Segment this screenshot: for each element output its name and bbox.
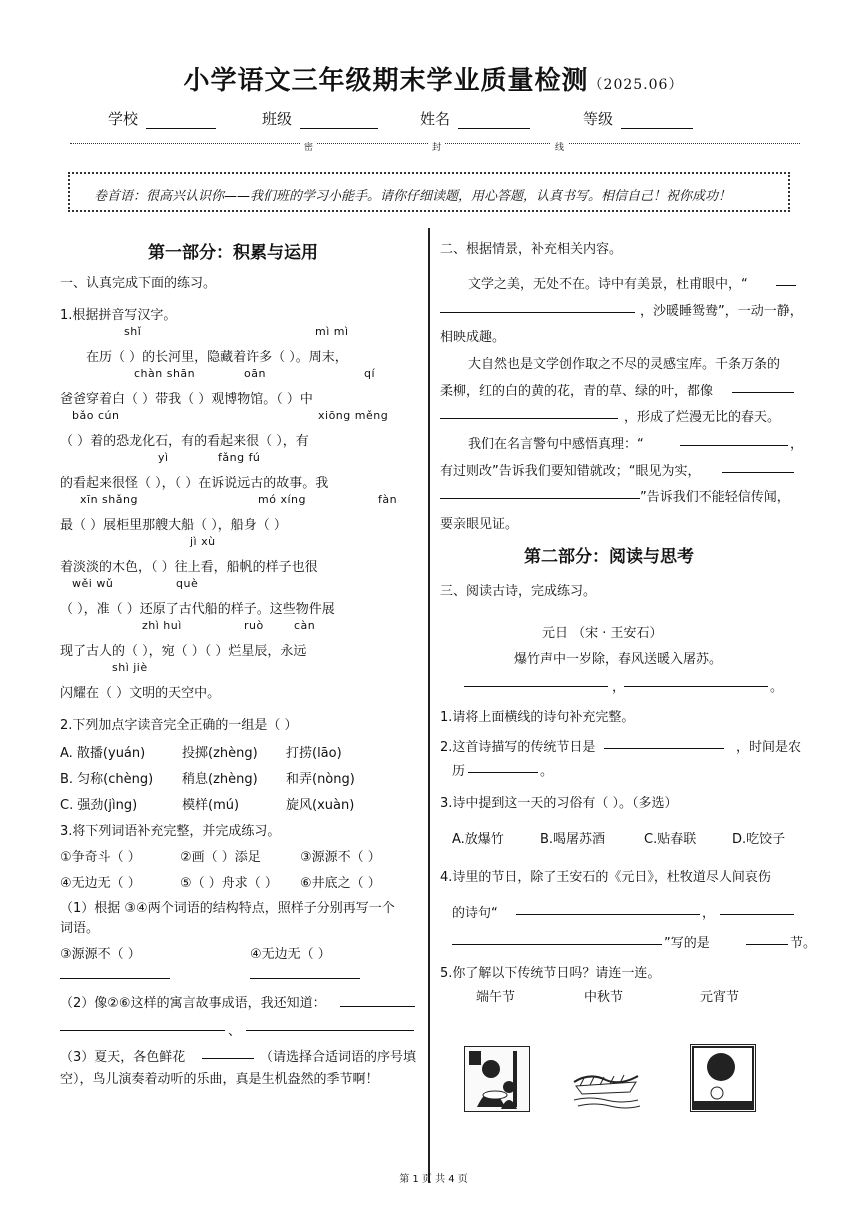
question-text: ， (702, 906, 716, 921)
option[interactable]: 旋风(xuàn) (286, 798, 355, 813)
pinyin: xīn shǎng (80, 493, 138, 506)
question-text: 5.你了解以下传统节日吗？请连一连。 (440, 966, 661, 981)
answer-line[interactable] (722, 460, 794, 473)
idiom-blank[interactable]: ④无边无（ ） (250, 947, 331, 962)
answer-line[interactable] (250, 966, 360, 979)
option[interactable]: A. 散播(yuán) (60, 746, 146, 761)
punctuation: ， (790, 437, 804, 452)
punctuation: ， (612, 680, 626, 695)
passage-line: 的看起来很怪（ ），（ ）在诉说远古的故事。我 (60, 476, 329, 491)
idiom-blank[interactable]: ⑥井底之（ ） (300, 876, 381, 891)
passage-line: （ ）着的恐龙化石，有的看起来很（ ），有 (60, 434, 309, 449)
question-text: 4.诗里的节日，除了王安石的《元日》，杜牧道尽人间哀伤 (440, 870, 771, 885)
passage-line: 在历（ ）的长河里，隐藏着许多（ ）。周末， (86, 350, 348, 365)
option[interactable]: 模样(mú) (182, 798, 240, 813)
seal-label: 密 (300, 140, 317, 153)
pinyin: shǐ (124, 325, 142, 338)
passage-line: 文学之美，无处不在。诗中有美景，杜甫眼中，“ (468, 277, 748, 292)
question-text: （1）根据 ③④两个词语的结构特点，照样子分别再写一个 (60, 901, 395, 916)
pinyin: chàn shān (134, 367, 196, 380)
notice-text: 卷首语：很高兴认识你——我们班的学习小能手。请你仔细读题，用心答题，认真书写。相信自己！祝你成功！ (94, 189, 732, 204)
question-text: 。 (540, 764, 554, 779)
pinyin: zhì huì (142, 619, 182, 632)
answer-line[interactable] (202, 1046, 254, 1059)
question-text: 3.将下列词语补充完整，并完成练习。 (60, 824, 281, 839)
family-dumplings-image[interactable] (464, 1046, 530, 1112)
passage-line: 最（ ）展柜里那艘大船（ ），船身（ ） (60, 518, 287, 533)
answer-line[interactable] (246, 1018, 414, 1031)
answer-line[interactable] (604, 736, 724, 749)
pinyin: fǎng fú (218, 451, 261, 464)
separator: 、 (228, 1024, 242, 1039)
question-text: 词语。 (60, 921, 100, 936)
grade-field[interactable]: 等级 (583, 108, 693, 129)
question-text: 1.请将上面横线的诗句补充完整。 (440, 710, 635, 725)
question-text: ”写的是 (664, 936, 710, 951)
seal-label: 线 (551, 140, 568, 153)
notice-box (68, 172, 790, 212)
page-title: 小学语文三年级期末学业质量检测（2025.06） (183, 66, 684, 96)
section-heading: 三、阅读古诗，完成练习。 (440, 584, 597, 599)
answer-line[interactable] (776, 273, 796, 286)
question-text: ，时间是农 (736, 740, 802, 755)
question-text: 节。 (790, 936, 817, 951)
question-text: 1.根据拼音写汉字。 (60, 308, 177, 323)
idiom-blank[interactable]: ④无边无（ ） (60, 876, 141, 891)
pinyin: qí (364, 367, 376, 380)
pinyin: wěi wǔ (72, 577, 114, 590)
pinyin: càn (294, 619, 316, 632)
option[interactable]: B. 匀称(chèng) (60, 772, 154, 787)
pinyin: fàn (378, 493, 398, 506)
pinyin: mó xíng (258, 493, 306, 506)
question-text: （请选择合适词语的序号填 (260, 1050, 417, 1065)
question-text: （3）夏天，各色鲜花 (60, 1050, 186, 1065)
passage-line: （ ），准（ ）还原了古代船的样子。这些物件展 (60, 602, 335, 617)
section-heading: 二、根据情景，补充相关内容。 (440, 242, 623, 257)
part2-heading: 第二部分：阅读与思考 (524, 547, 694, 567)
dragon-boat-image[interactable] (570, 1052, 642, 1110)
answer-line[interactable] (680, 433, 788, 446)
answer-line[interactable] (624, 674, 768, 687)
answer-line[interactable] (440, 486, 640, 499)
festival-label[interactable]: 端午节 (476, 990, 516, 1005)
passage-line: ”告诉我们不能轻信传闻， (640, 490, 790, 505)
option[interactable]: 投掷(zhèng) (182, 746, 258, 761)
passage-line: 着淡淡的木色，（ ）往上看，船帆的样子也很 (60, 560, 318, 575)
exam-date: （2025.06） (588, 77, 684, 93)
name-field[interactable]: 姓名 (420, 108, 530, 129)
page-footer: 第 1 页 共 4 页 (399, 1174, 468, 1185)
question-text: 3.诗中提到这一天的习俗有（ ）。（多选） (440, 796, 678, 811)
answer-line[interactable] (746, 932, 788, 945)
passage-line: 有过则改”告诉我们要知错就改；“眼见为实， (440, 464, 701, 479)
festival-label[interactable]: 中秋节 (584, 990, 624, 1005)
punctuation: 。 (770, 680, 784, 695)
question-text: 历 (452, 764, 466, 779)
class-field[interactable]: 班级 (262, 108, 378, 129)
question-text: 2.这首诗描写的传统节日是 (440, 740, 596, 755)
option[interactable]: D.吃饺子 (732, 832, 786, 847)
pinyin: xiōng měng (318, 409, 389, 422)
seal-label: 封 (428, 140, 445, 153)
answer-line[interactable] (516, 902, 700, 915)
pinyin: bǎo cún (72, 409, 120, 422)
passage-line: ，沙暖睡鸳鸯”，一动一静， (640, 304, 803, 319)
question-text: 空），鸟儿演奏着动听的乐曲，真是生机盎然的季节啊！ (60, 1072, 379, 1087)
answer-line[interactable] (468, 760, 538, 773)
poem-line: 爆竹声中一岁除，春风送暖入屠苏。 (514, 652, 723, 667)
passage-line: 现了古人的（ ），宛（ ）（ ）烂星辰，永远 (60, 644, 307, 659)
idiom-blank[interactable]: ①争奇斗（ ） (60, 850, 141, 865)
moon-viewing-image[interactable] (690, 1044, 756, 1112)
question-text: 的诗句“ (452, 906, 498, 921)
answer-line[interactable] (60, 1018, 225, 1031)
passage-line: 要亲眼见证。 (440, 517, 519, 532)
column-divider (428, 228, 430, 1183)
option[interactable]: C. 强劲(jìng) (60, 798, 138, 813)
pinyin: yì (158, 451, 169, 464)
passage-line: 大自然也是文学创作取之不尽的灵感宝库。千条万条的 (468, 357, 781, 372)
answer-line[interactable] (60, 966, 170, 979)
passage-line: ，形成了烂漫无比的春天。 (624, 410, 781, 425)
pinyin: mì mì (315, 325, 349, 338)
part1-heading: 第一部分：积累与运用 (148, 243, 318, 263)
passage-line: 柔柳，红的白的黄的花，青的草、绿的叶，都像 (440, 384, 714, 399)
option[interactable]: 打捞(lāo) (286, 746, 342, 761)
pinyin: què (176, 577, 199, 590)
option[interactable]: 稍息(zhèng) (182, 772, 258, 787)
answer-line[interactable] (732, 380, 794, 393)
passage-line: 相映成趣。 (440, 330, 506, 345)
answer-line[interactable] (340, 994, 415, 1007)
idiom-blank[interactable]: ⑤（ ）舟求（ ） (180, 876, 278, 891)
passage-line: 闪耀在（ ）文明的天空中。 (60, 686, 221, 701)
question-text: （2）像②⑥这样的寓言故事成语，我还知道： (60, 996, 326, 1011)
answer-line[interactable] (464, 674, 608, 687)
school-field[interactable]: 学校 (108, 108, 216, 129)
festival-label[interactable]: 元宵节 (700, 990, 740, 1005)
pinyin: ruò (244, 619, 264, 632)
passage-line: 我们在名言警句中感悟真理：“ (468, 437, 644, 452)
idiom-blank[interactable]: ②画（ ）添足 (180, 850, 261, 865)
pinyin: oān (244, 367, 266, 380)
answer-line[interactable] (440, 300, 635, 313)
option[interactable]: 和弄(nòng) (286, 772, 355, 787)
passage-line: 爸爸穿着白（ ）带我（ ）观博物馆。（ ）中 (60, 392, 313, 407)
pinyin: jì xù (190, 535, 216, 548)
option[interactable]: B.喝屠苏酒 (540, 832, 606, 847)
answer-line[interactable] (452, 932, 662, 945)
answer-line[interactable] (440, 406, 618, 419)
pinyin: shì jiè (112, 661, 148, 674)
poem-title: 元日 （宋 · 王安石） (542, 626, 663, 641)
answer-line[interactable] (720, 902, 794, 915)
idiom-blank[interactable]: ③源源不（ ） (300, 850, 381, 865)
option[interactable]: C.贴春联 (644, 832, 697, 847)
idiom-blank[interactable]: ③源源不（ ） (60, 947, 141, 962)
option[interactable]: A.放爆竹 (452, 832, 504, 847)
question-text: 2.下列加点字读音完全正确的一组是（ ） (60, 718, 298, 733)
section-heading: 一、认真完成下面的练习。 (60, 276, 217, 291)
